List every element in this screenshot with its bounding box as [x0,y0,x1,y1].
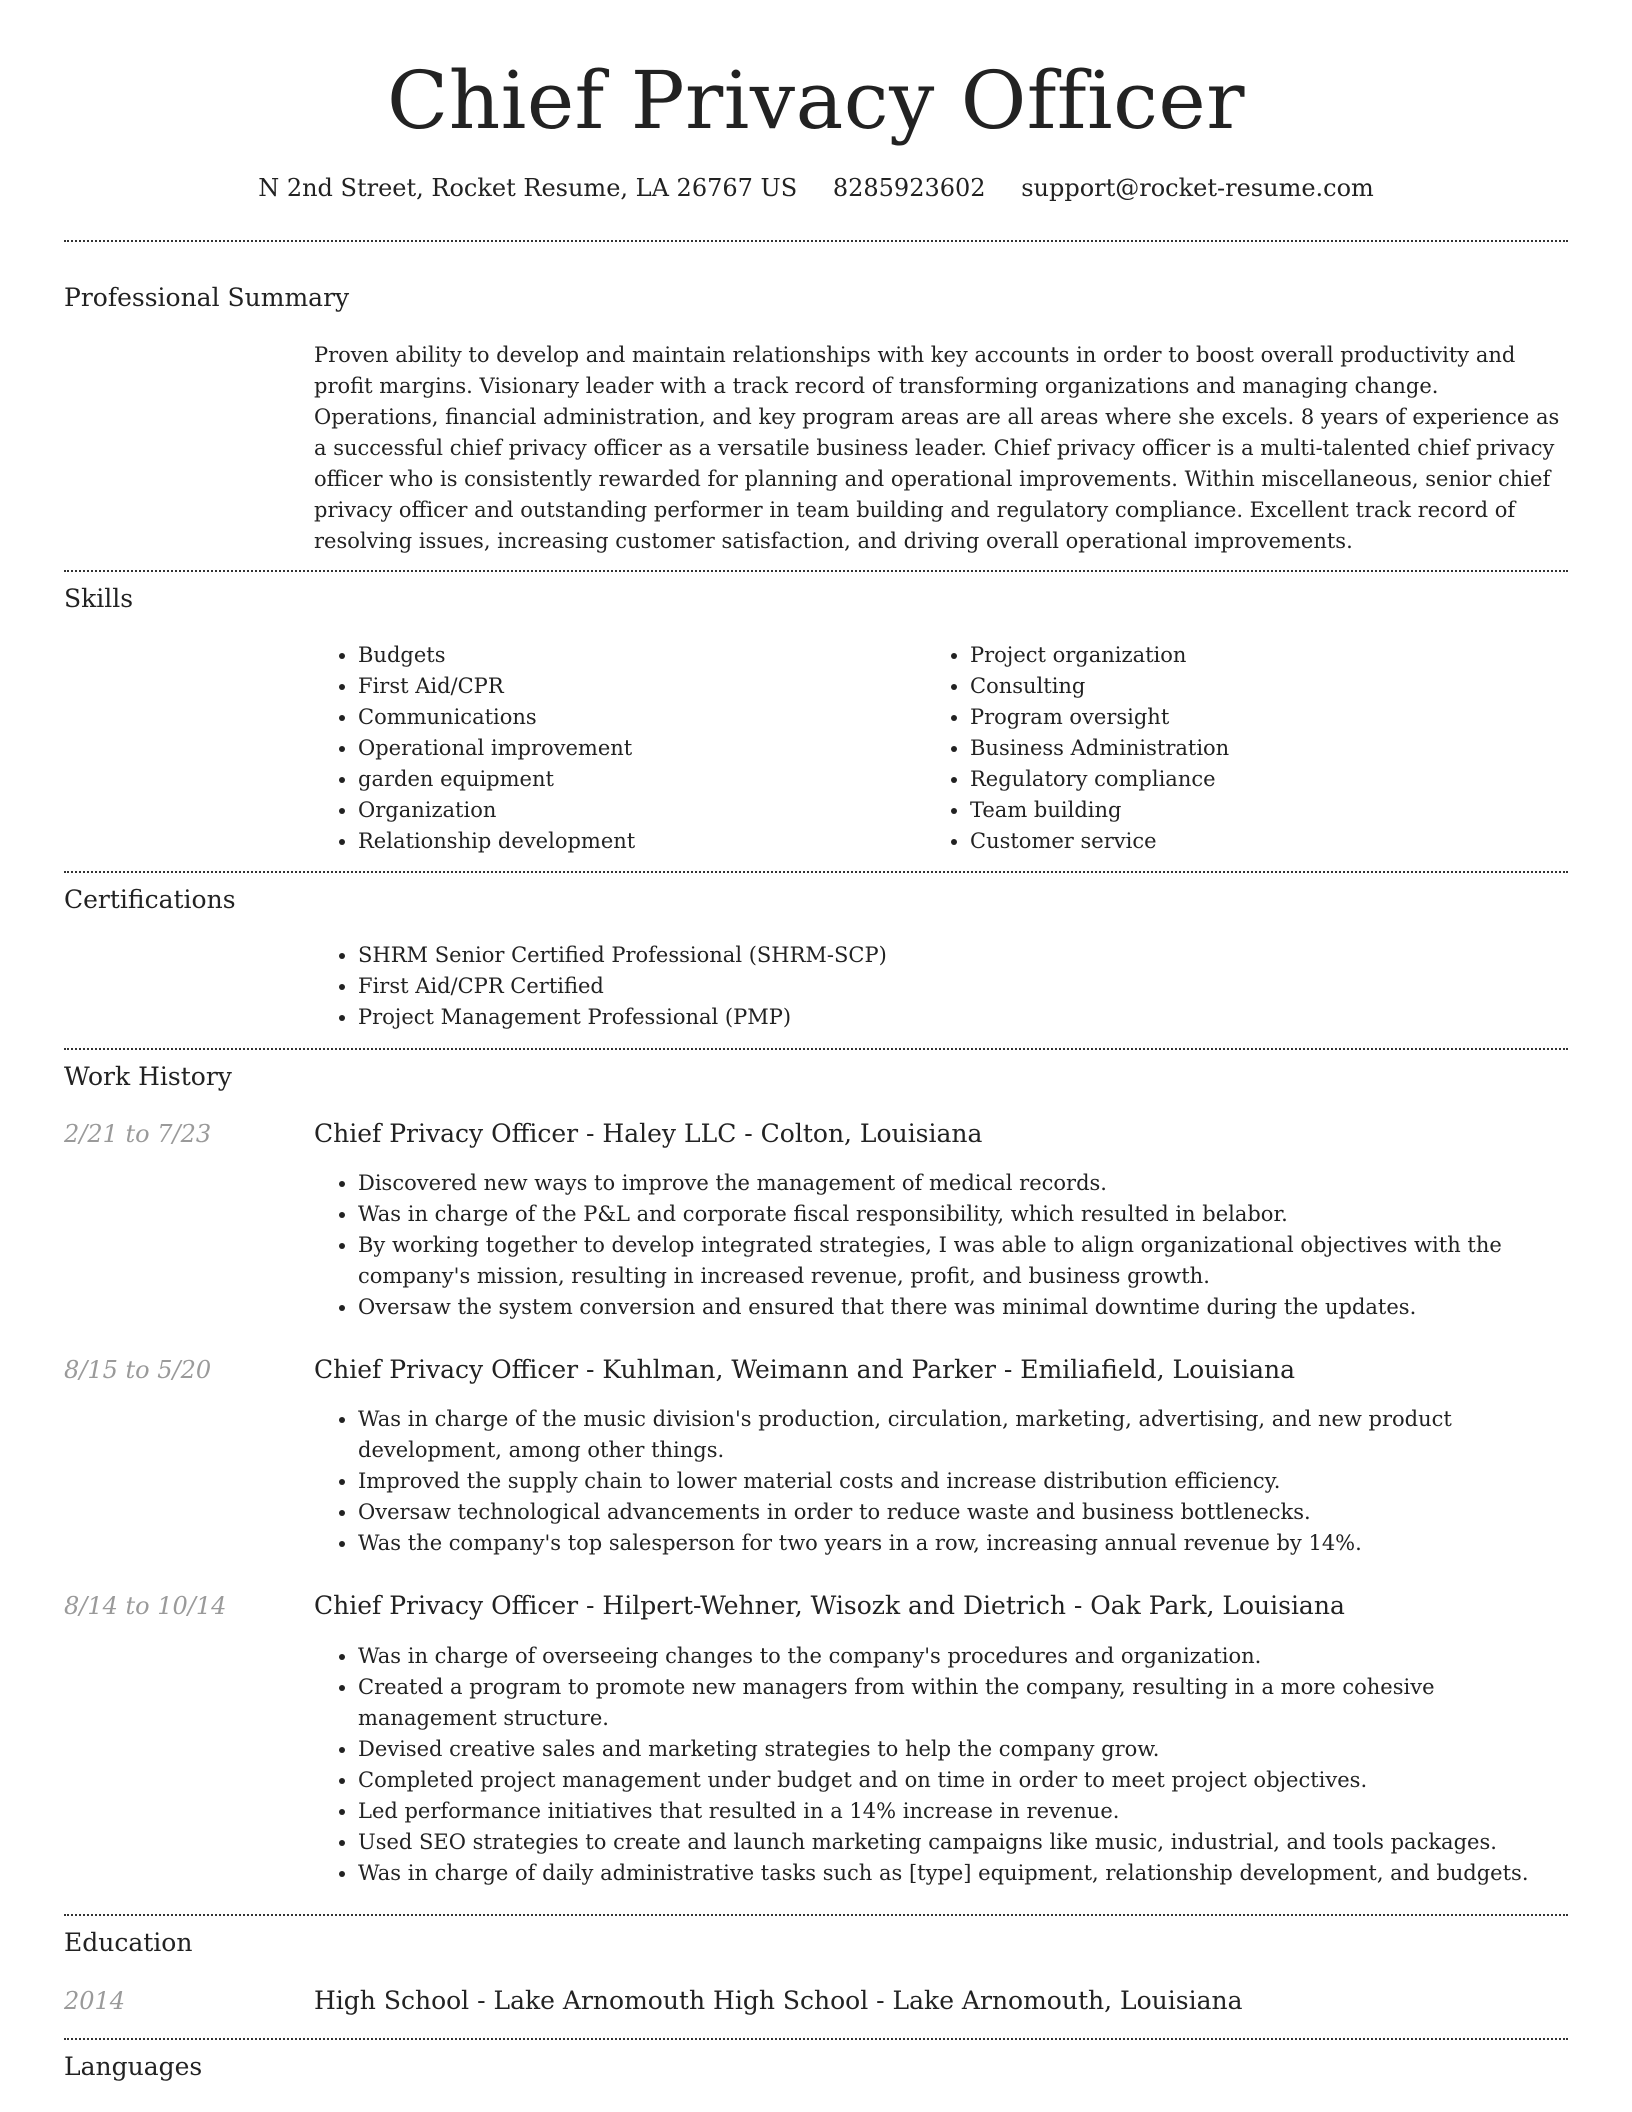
list-item: • Discovered new ways to improve the management of medical records. [358,1168,1568,1199]
list-item: • Budgets [358,640,918,671]
job-dates: 8/14 to 10/14 [64,1592,227,1620]
list-item: • Oversaw technological advancements in order to reduce waste and business bottlenecks. [358,1497,1568,1528]
certifications-list [314,940,1558,1033]
list-item: • garden equipment [358,764,918,795]
section-heading-skills: Skills [64,584,134,613]
job-bullets [314,1168,1568,1323]
list-item: • First Aid/CPR [358,671,918,702]
list-item: • Was in charge of daily administrative tasks such as [type] equipment, relationship development, and budgets. [358,1858,1568,1889]
section-divider [64,1914,1568,1916]
list-item: • Communications [358,702,918,733]
list-item: • Improved the supply chain to lower material costs and increase distribution efficiency. [358,1466,1568,1497]
education-year: 2014 [64,1987,126,2015]
job-bullets [314,1641,1568,1889]
job-title: Chief Privacy Officer - Haley LLC - Colton, Louisiana [314,1119,983,1148]
section-divider [64,2038,1568,2040]
section-heading-summary: Professional Summary [64,283,350,312]
skills-list-left [314,640,918,857]
list-item: • Team building [970,795,1570,826]
list-item: • Devised creative sales and marketing strategies to help the company grow. [358,1734,1568,1765]
list-item: • Used SEO strategies to create and launch marketing campaigns like music, industrial, and tools packages. [358,1827,1568,1858]
job-title: Chief Privacy Officer - Kuhlman, Weimann and Parker - Emiliafield, Louisiana [314,1355,1296,1384]
list-item: • SHRM Senior Certified Professional (SHRM-SCP) [358,940,1558,971]
job-title: Chief Privacy Officer - Hilpert-Wehner, Wisozk and Dietrich - Oak Park, Louisiana [314,1591,1345,1620]
list-item: • Business Administration [970,733,1570,764]
section-heading-work-history: Work History [64,1062,232,1091]
contact-address: N 2nd Street, Rocket Resume, LA 26767 US [258,174,798,202]
section-heading-certifications: Certifications [64,885,236,914]
education-entry: High School - Lake Arnomouth High School - Lake Arnomouth, Louisiana [314,1986,1243,2015]
job-dates: 8/15 to 5/20 [64,1356,212,1384]
list-item: • First Aid/CPR Certified [358,971,1558,1002]
section-divider [64,570,1568,572]
list-item: • Was in charge of overseeing changes to the company's procedures and organization. [358,1641,1568,1672]
section-heading-languages: Languages [64,2052,203,2081]
skills-list-right [926,640,1570,857]
list-item: • Was in charge of the music division's production, circulation, marketing, advertising, and new product development, among other things. [358,1404,1568,1466]
contact-line [0,170,1632,206]
list-item: • Project Management Professional (PMP) [358,1002,1558,1033]
list-item: • Regulatory compliance [970,764,1570,795]
list-item: • Relationship development [358,826,918,857]
list-item: • Customer service [970,826,1570,857]
contact-email[interactable]: support@rocket-resume.com [1021,174,1374,202]
list-item: • Operational improvement [358,733,918,764]
list-item: • Organization [358,795,918,826]
job-bullets [314,1404,1568,1559]
section-divider [64,871,1568,873]
list-item: • Created a program to promote new managers from within the company, resulting in a more cohesive management structure. [358,1672,1568,1734]
list-item: • Consulting [970,671,1570,702]
section-heading-education: Education [64,1928,193,1957]
list-item: • Was the company's top salesperson for two years in a row, increasing annual revenue by 14%. [358,1528,1568,1559]
list-item: • Led performance initiatives that resulted in a 14% increase in revenue. [358,1796,1568,1827]
summary-text: Proven ability to develop and maintain relationships with key accounts in order to boost overall productivity and profit margins. Visionary leader with a track record of transforming organizations and managing change. Operations, financial administration, and key program areas are all areas where she excels. 8 years of experience as a successful chief privacy officer as a versatile business leader. Chief privacy officer is a multi-talented chief privacy officer who is consistently rewarded for planning and operational improvements. Within miscellaneous, senior chief privacy officer and outstanding performer in team building and regulatory compliance. Excellent track record of resolving issues, increasing customer satisfaction, and driving overall operational improvements. [314,343,1560,553]
contact-phone: 8285923602 [832,174,986,202]
section-divider [64,1048,1568,1050]
list-item: • Was in charge of the P&L and corporate fiscal responsibility, which resulted in belabor. [358,1199,1568,1230]
list-item: • Program oversight [970,702,1570,733]
list-item: • Project organization [970,640,1570,671]
list-item: • Completed project management under budget and on time in order to meet project objectives. [358,1765,1568,1796]
page-title: Chief Privacy Officer [387,54,1245,147]
list-item: • By working together to develop integrated strategies, I was able to align organizational objectives with the company's mission, resulting in increased revenue, profit, and business growth. [358,1230,1568,1292]
list-item: • Oversaw the system conversion and ensured that there was minimal downtime during the updates. [358,1292,1568,1323]
job-dates: 2/21 to 7/23 [64,1120,212,1148]
section-divider [64,240,1568,242]
